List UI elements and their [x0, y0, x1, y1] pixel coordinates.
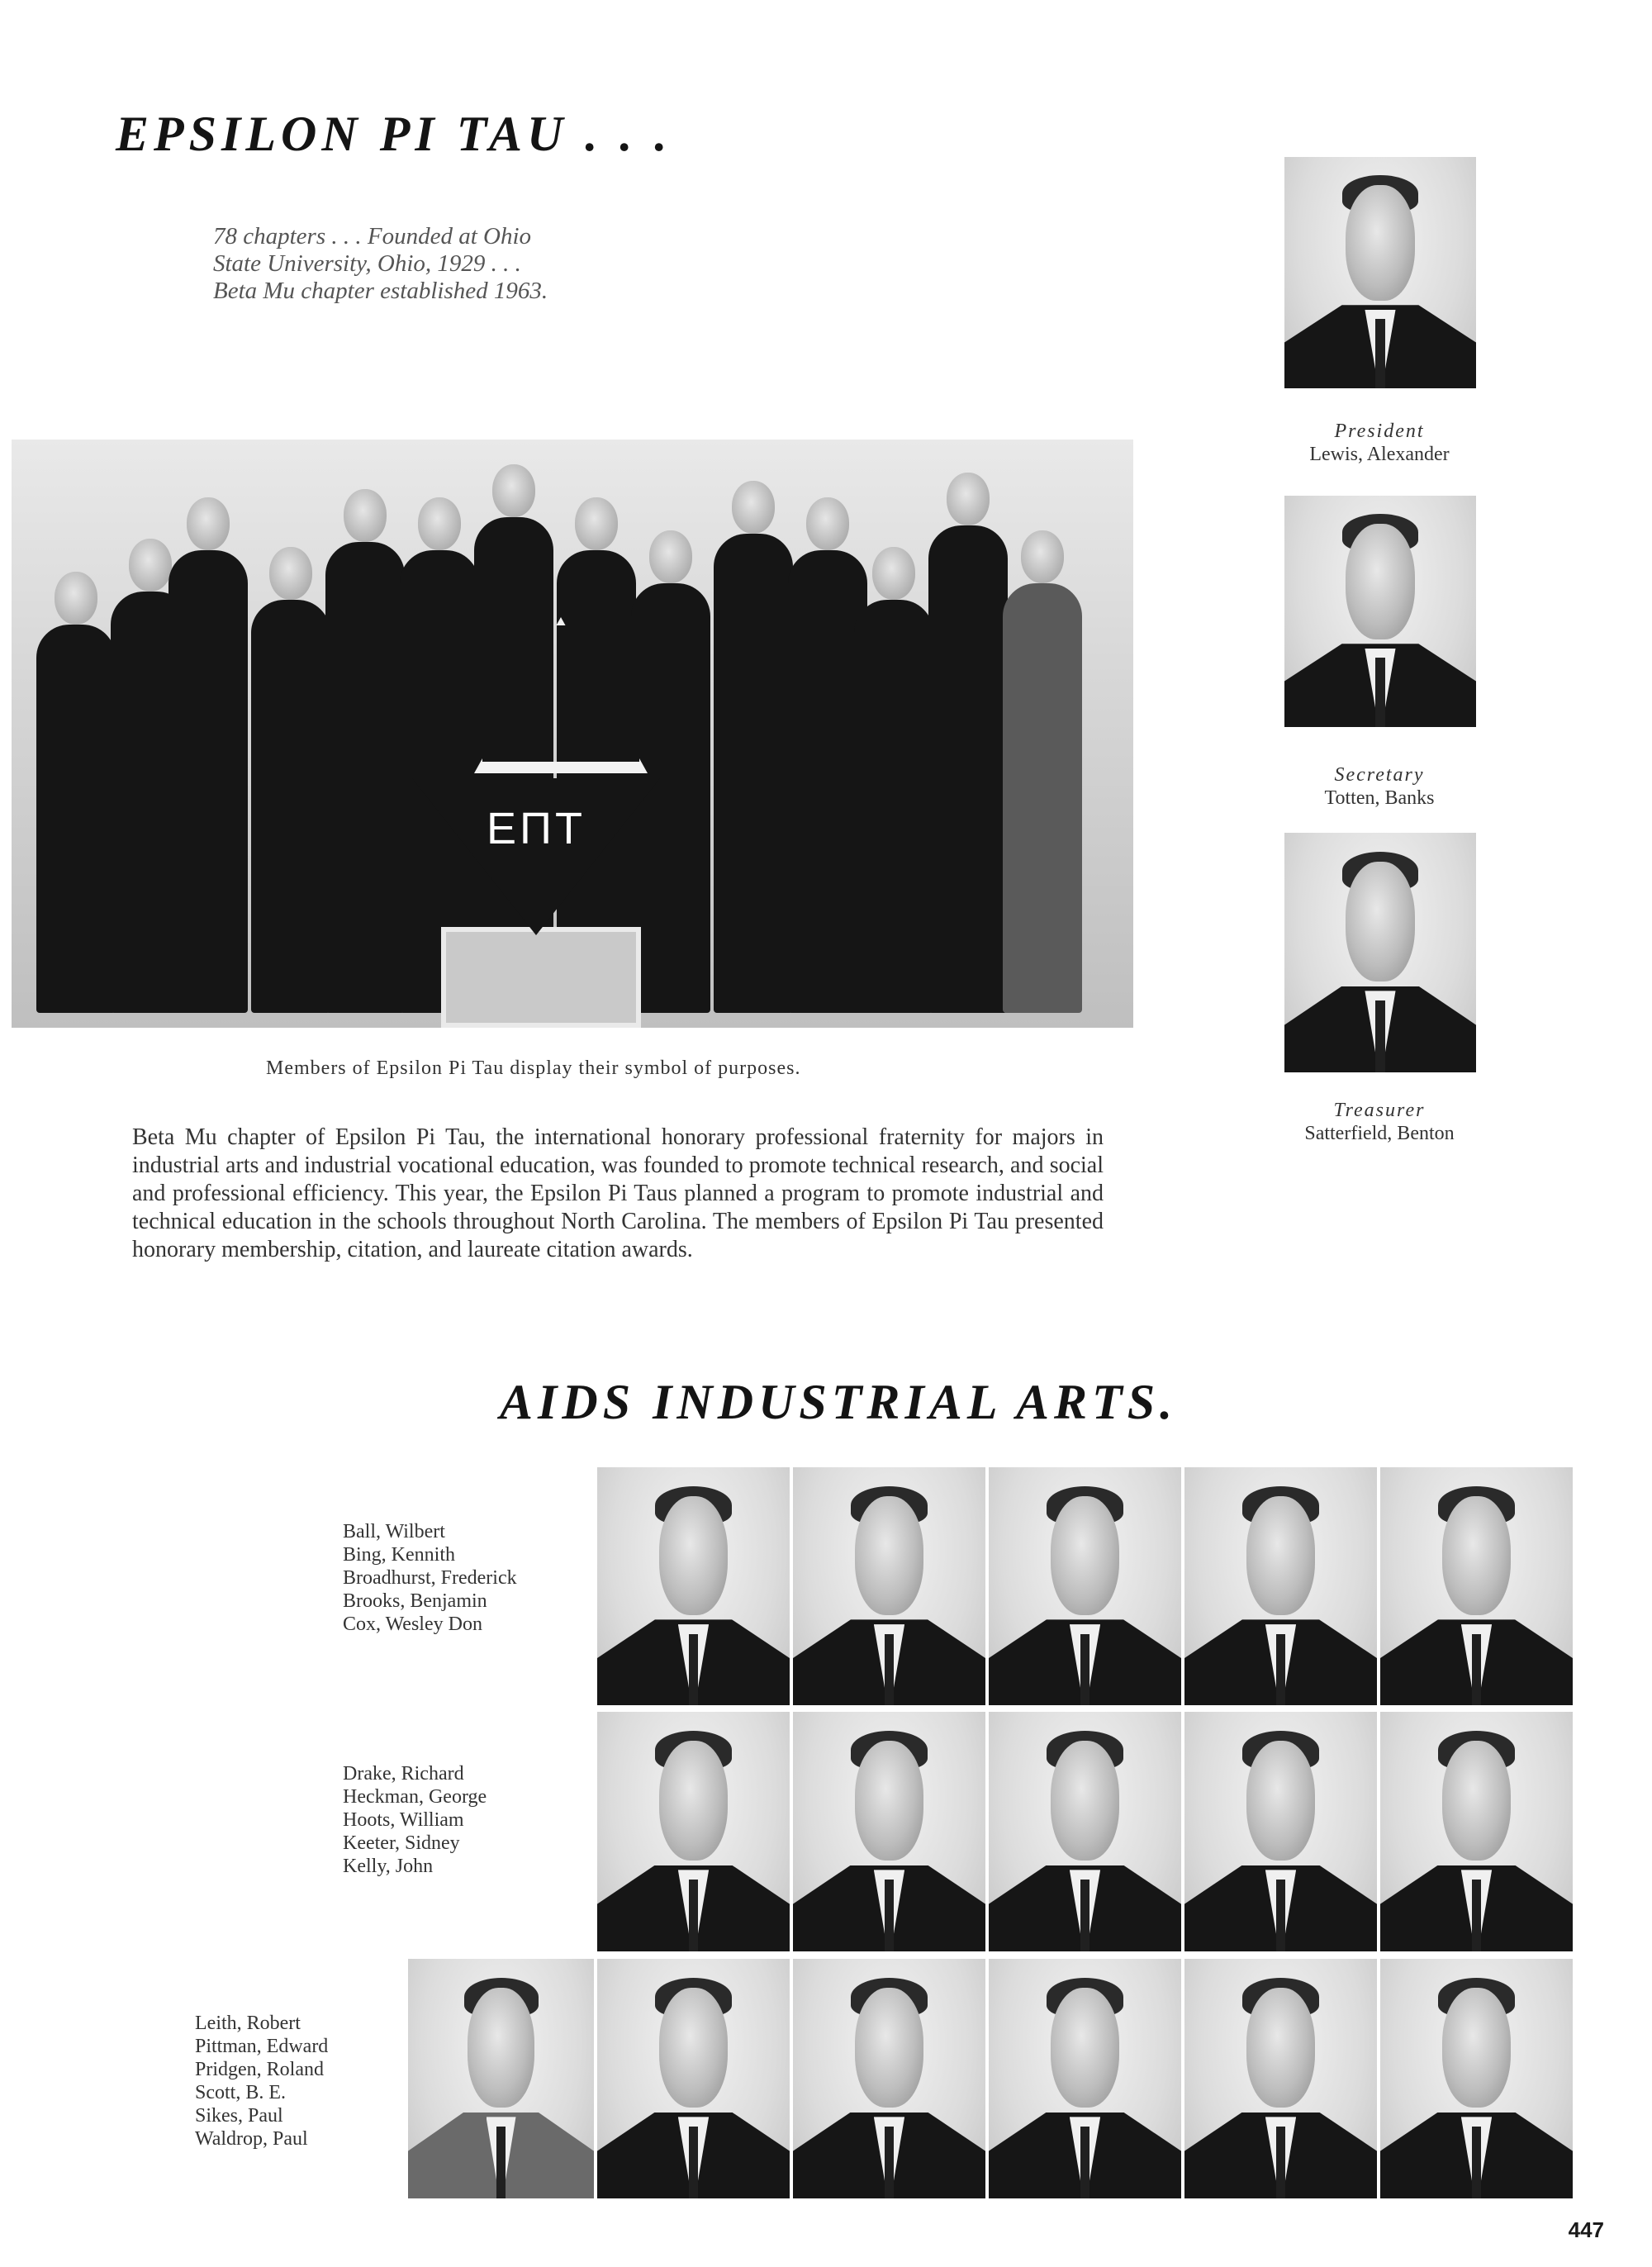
- member-name: Waldrop, Paul: [195, 2128, 308, 2150]
- fraternity-facts: [213, 223, 643, 305]
- facts-line: Beta Mu chapter established 1963.: [213, 278, 548, 304]
- portrait: [793, 1959, 985, 2198]
- portrait: [989, 1467, 1181, 1705]
- section-title: AIDS INDUSTRIAL ARTS.: [500, 1375, 1178, 1429]
- names-list-row-1: [343, 1520, 517, 1636]
- member-name: Bing, Kennith: [343, 1544, 455, 1566]
- member-name: Pittman, Edward: [195, 2036, 329, 2057]
- member-name: Sikes, Paul: [195, 2105, 283, 2127]
- photo-caption: Members of Epsilon Pi Tau display their symbol of purposes.: [266, 1057, 801, 1079]
- member-name: Drake, Richard: [343, 1763, 464, 1785]
- page-number: 447: [1568, 2217, 1604, 2242]
- portrait: [408, 1959, 594, 2198]
- group-photo: [12, 440, 1133, 1028]
- page-title: EPSILON PI TAU . . .: [116, 107, 672, 161]
- officer-role: President: [1334, 421, 1425, 442]
- facts-line: 78 chapters . . . Founded at Ohio: [213, 223, 532, 250]
- portrait: [1380, 1467, 1573, 1705]
- officer-portrait-treasurer: [1284, 833, 1476, 1072]
- member-name: Heckman, George: [343, 1786, 487, 1808]
- officer-label-treasurer: [1239, 1099, 1520, 1145]
- officer-label-president: [1239, 420, 1520, 466]
- portrait: [989, 1712, 1181, 1951]
- officer-name: Lewis, Alexander: [1309, 444, 1450, 465]
- facts-line: State University, Ohio, 1929 . . .: [213, 250, 521, 277]
- portrait: [1380, 1959, 1573, 2198]
- portrait: [597, 1959, 790, 2198]
- names-list-row-3: [195, 2012, 328, 2151]
- portrait: [793, 1467, 985, 1705]
- pennant-text: ΕΠΤ: [487, 804, 586, 853]
- member-name: Brooks, Benjamin: [343, 1590, 487, 1612]
- member-name: Scott, B. E.: [195, 2082, 287, 2103]
- portrait: [597, 1712, 790, 1951]
- officer-label-secretary: [1239, 763, 1520, 810]
- member-name: Broadhurst, Frederick: [343, 1567, 517, 1589]
- member-name: Kelly, John: [343, 1856, 434, 1877]
- member-name: Leith, Robert: [195, 2013, 301, 2034]
- member-name: Ball, Wilbert: [343, 1521, 445, 1542]
- officer-portrait-president: [1284, 157, 1476, 388]
- body-paragraph: Beta Mu chapter of Epsilon Pi Tau, the international honorary professional fraternity for majors in industrial arts and industrial vocational education, was founded to promote technical research, and social and professional efficiency. This year, the Epsilon Pi Taus planned a program to promote industrial and technical education in the schools throughout North Carolina. The members of Epsilon Pi Tau presented honorary membership, citation, and laureate citation awards.: [132, 1124, 1104, 1262]
- officer-portrait-secretary: [1284, 496, 1476, 727]
- officer-name: Totten, Banks: [1324, 787, 1435, 809]
- officer-role: Treasurer: [1333, 1100, 1426, 1121]
- portrait: [1184, 1712, 1377, 1951]
- portrait: [793, 1712, 985, 1951]
- member-name: Hoots, William: [343, 1809, 464, 1831]
- member-name: Pridgen, Roland: [195, 2059, 324, 2080]
- portrait: [1184, 1959, 1377, 2198]
- officer-role: Secretary: [1334, 764, 1425, 786]
- portrait: [597, 1467, 790, 1705]
- names-list-row-2: [343, 1762, 487, 1878]
- officer-name: Satterfield, Benton: [1304, 1123, 1455, 1144]
- member-name: Keeter, Sidney: [343, 1832, 460, 1854]
- portrait: [1380, 1712, 1573, 1951]
- podium: [441, 927, 641, 1028]
- member-name: Cox, Wesley Don: [343, 1614, 482, 1635]
- portrait: [1184, 1467, 1377, 1705]
- portrait: [989, 1959, 1181, 2198]
